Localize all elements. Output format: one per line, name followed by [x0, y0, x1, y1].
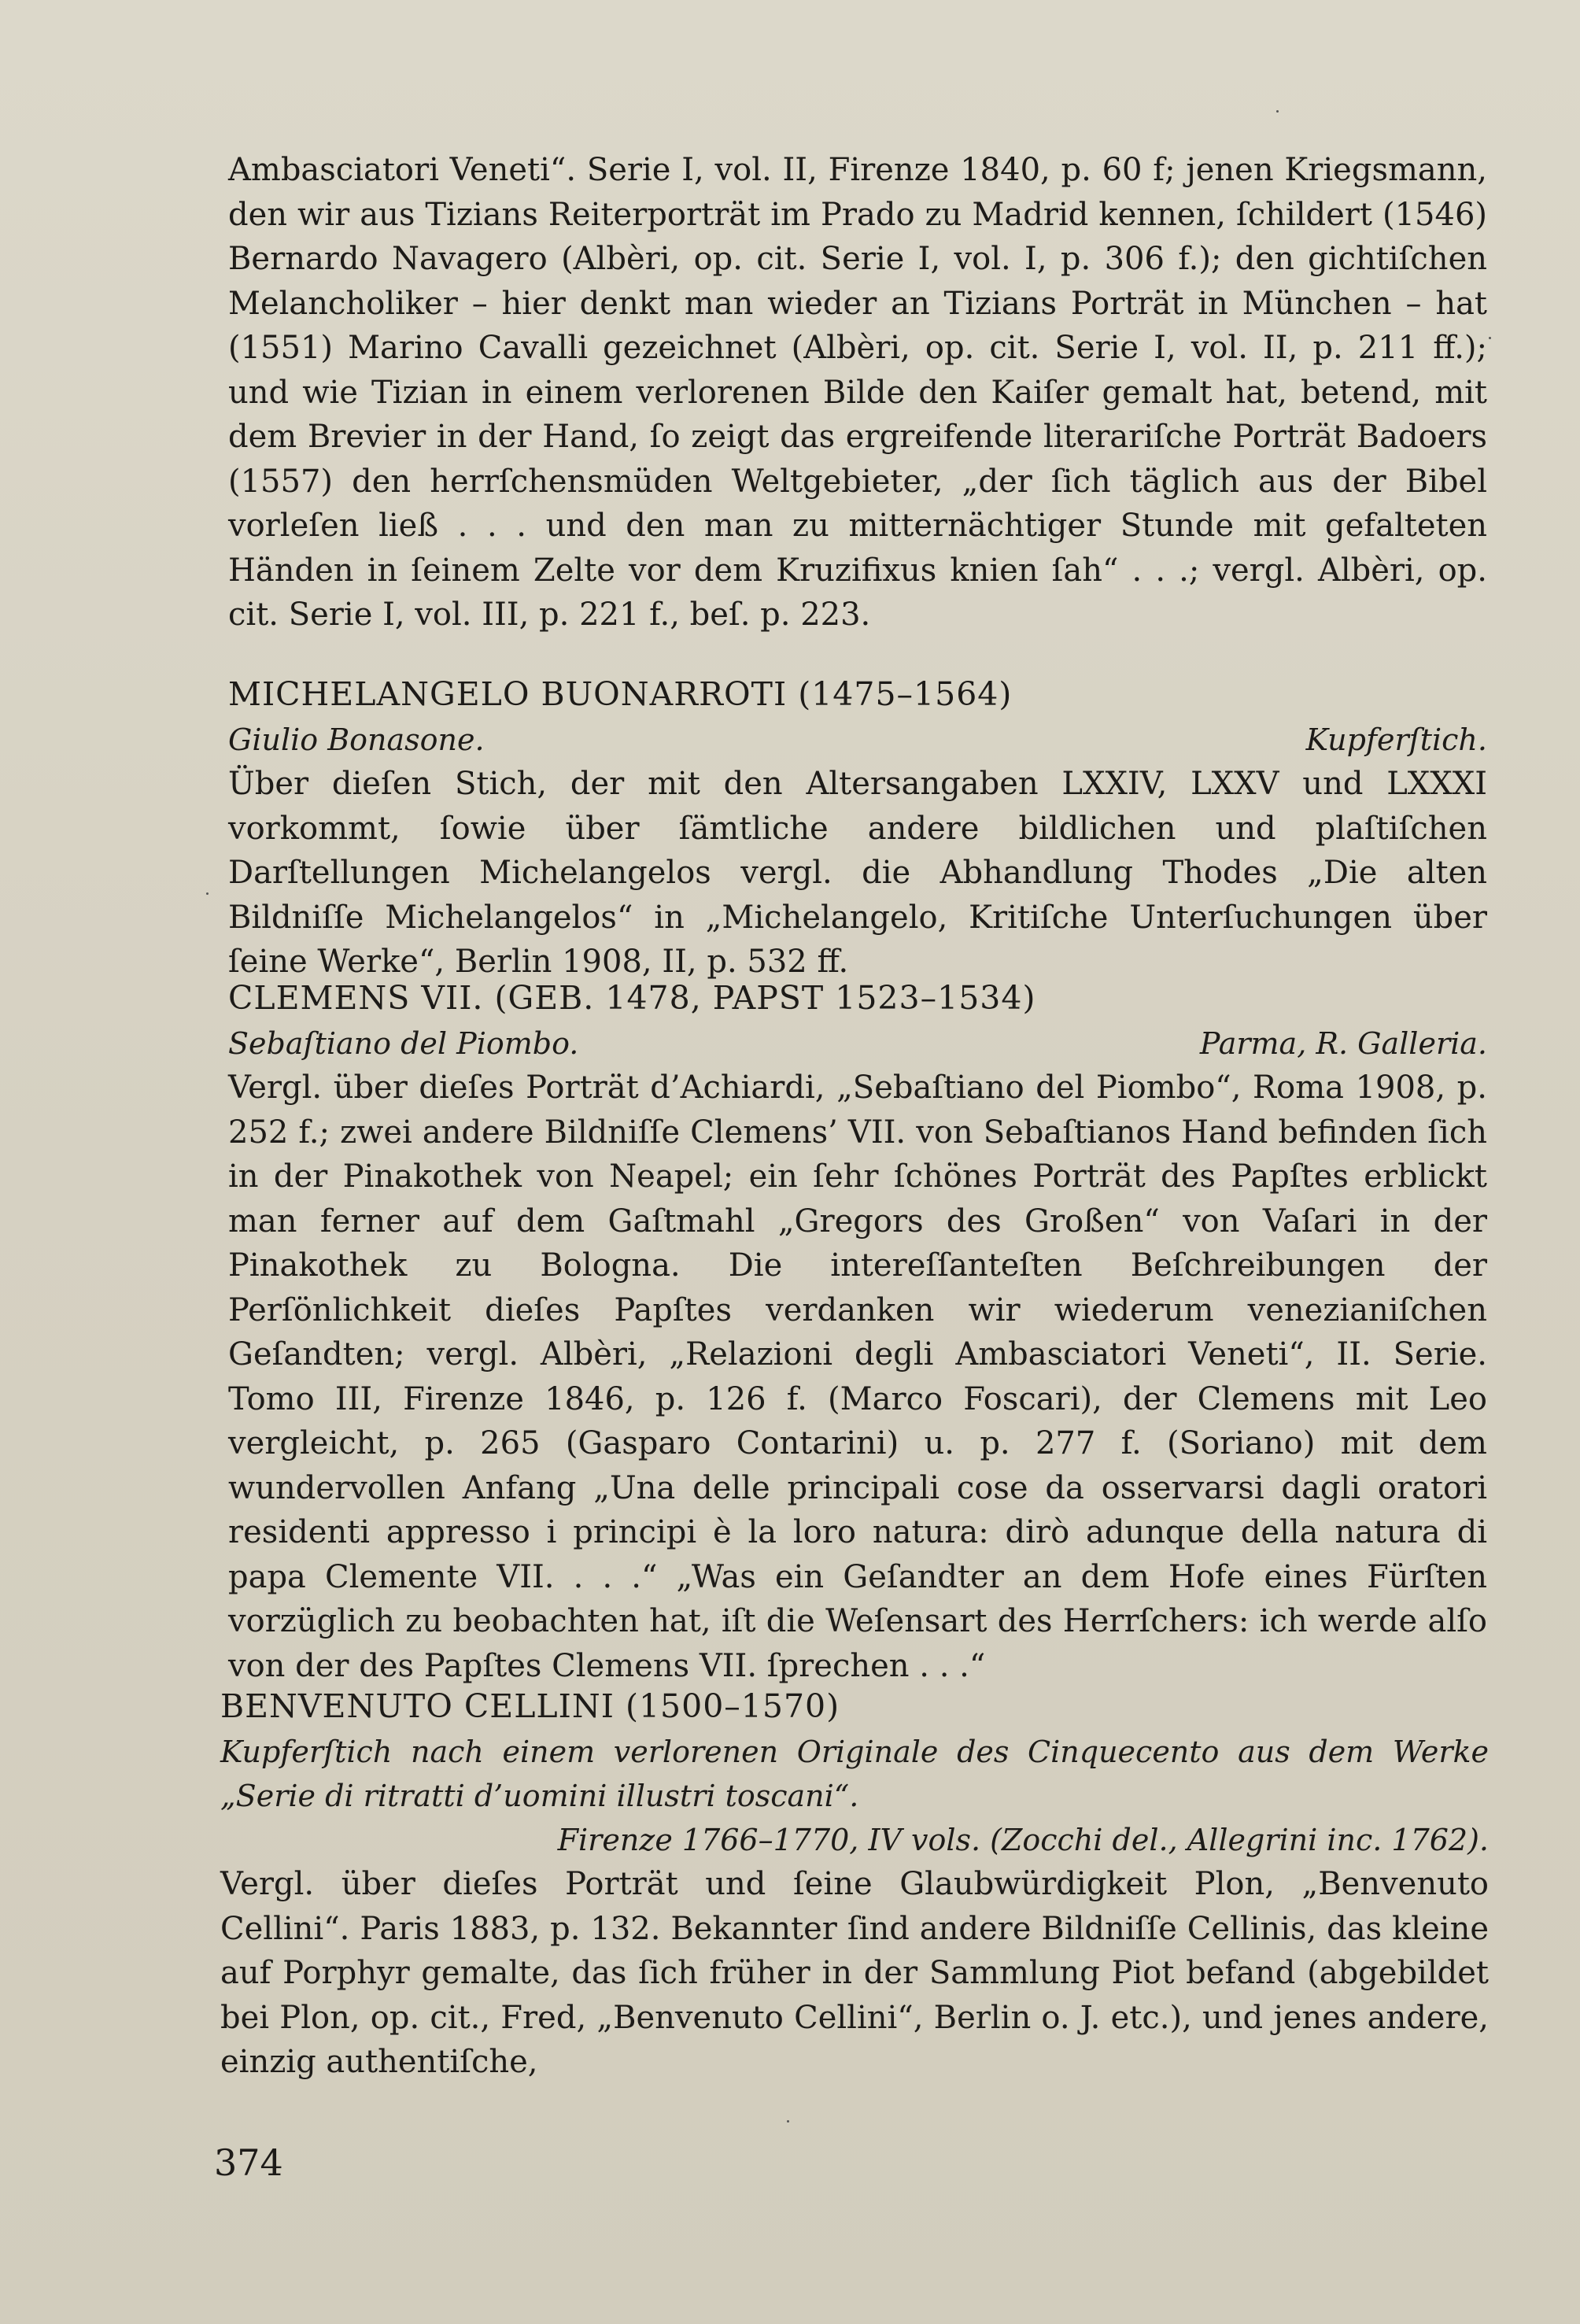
- michelangelo-attribution: [228, 718, 1487, 762]
- cellini-source: Kupferſtich nach einem verlorenen Originale des Cinquecento aus dem Werke „Serie di ritratti d’uomini illustri toscani“.: [220, 1735, 1489, 1813]
- page-number: 374: [214, 2141, 283, 2184]
- cellini-heading: BENVENUTO CELLINI (1500–1570): [220, 1687, 840, 1725]
- clemens-location: Parma, R. Galleria.: [1199, 1026, 1487, 1061]
- michelangelo-medium: Kupferſtich.: [1305, 722, 1487, 757]
- clemens-heading: CLEMENS VII. (GEB. 1478, PAPST 1523–1534): [228, 979, 1036, 1017]
- cellini-section: [220, 1683, 1489, 2085]
- intro-block: [228, 148, 1487, 637]
- michelangelo-paragraph: Über dieſen Stich, der mit den Altersangaben LXXIV, LXXV und LXXXI vorkommt, ſowie über ſämtliche andere bildlichen und plaſtiſchen Darſtellungen Michelangelos vergl. die Abhandlung Thodes „Die alten Bildniſſe Michelangelos“ in „Michelangelo, Kritiſche Unterſuchungen über ſeine Werke“, Berlin 1908, II, p. 532 ff.: [228, 766, 1487, 980]
- paper-speck: [787, 2120, 789, 2123]
- michelangelo-artist: Giulio Bonasone.: [228, 722, 485, 757]
- cellini-imprint: Firenze 1766–1770, IV vols. (Zocchi del., Allegrini inc. 1762).: [557, 1823, 1489, 1857]
- clemens-section: [228, 974, 1487, 1688]
- paper-speck: [206, 892, 209, 895]
- paper-speck: [1276, 110, 1279, 113]
- clemens-attribution: [228, 1022, 1487, 1066]
- clemens-artist: Sebaſtiano del Piombo.: [228, 1026, 579, 1061]
- paper-speck: [1489, 337, 1491, 339]
- michelangelo-heading: MICHELANGELO BUONARROTI (1475–1564): [228, 675, 1013, 713]
- intro-paragraph: Ambasciatori Veneti“. Serie I, vol. II, Firenze 1840, p. 60 f; jenen Kriegsmann, den wir aus Tizians Reiterporträt im Prado zu Madrid kennen, ſchildert (1546) Bernardo Navagero (Albèri, op. cit. Serie I, vol. I, p. 306 f.); den gichtiſchen Melancholiker – hier denkt man wieder an Tizians Porträt in München – hat (1551) Marino Cavalli gezeichnet (Albèri, op. cit. Serie I, vol. II, p. 211 ff.); und wie Tizian in einem verlorenen Bilde den Kaiſer gemalt hat, betend, mit dem Brevier in der Hand, ſo zeigt das ergreifende literariſche Porträt Badoers (1557) den herrſchensmüden Weltgebieter, „der ſich täglich aus der Bibel vorleſen ließ . . . und den man zu mitternächtiger Stunde mit gefalteten Händen in ſeinem Zelte vor dem Kruzifixus knien ſah“ . . .; vergl. Albèri, op. cit. Serie I, vol. III, p. 221 f., beſ. p. 223.: [228, 152, 1487, 633]
- michelangelo-section: [228, 671, 1487, 985]
- cellini-paragraph: Vergl. über dieſes Porträt und ſeine Glaubwürdigkeit Plon, „Benvenuto Cellini“. Paris 1883, p. 132. Bekannter ſind andere Bildniſſe Cellinis, das kleine auf Porphyr gemalte, das ſich früher in der Sammlung Piot befand (abgebildet bei Plon, op. cit., Fred, „Benvenuto Cellini“, Berlin o. J. etc.), und jenes andere, einzig authentiſche,: [220, 1866, 1489, 2080]
- clemens-paragraph: Vergl. über dieſes Porträt d’Achiardi, „Sebaſtiano del Piombo“, Roma 1908, p. 252 f.; zwei andere Bildniſſe Clemens’ VII. von Sebaſtianos Hand befinden ſich in der Pinakothek von Neapel; ein ſehr ſchönes Porträt des Papſtes erblickt man ferner auf dem Gaſtmahl „Gregors des Großen“ von Vaſari in der Pinakothek zu Bologna. Die intereſſanteſten Beſchreibungen der Perſönlichkeit dieſes Papſtes verdanken wir wiederum venezianiſchen Geſandten; vergl. Albèri, „Relazioni degli Ambasciatori Veneti“, II. Serie. Tomo III, Firenze 1846, p. 126 f. (Marco Foscari), der Clemens mit Leo vergleicht, p. 265 (Gasparo Contarini) u. p. 277 f. (Soriano) mit dem wundervollen Anfang „Una delle principali cose da osservarsi dagli oratori residenti appresso i principi è la loro natura: dirò adunque della natura di papa Clemente VII. . . .“ „Was ein Geſandter an dem Hofe eines Fürſten vorzüglich zu beobachten hat, iſt die Weſensart des Herrſchers: ich werde alſo von der des Papſtes Clemens VII. ſprechen . . .“: [228, 1070, 1487, 1684]
